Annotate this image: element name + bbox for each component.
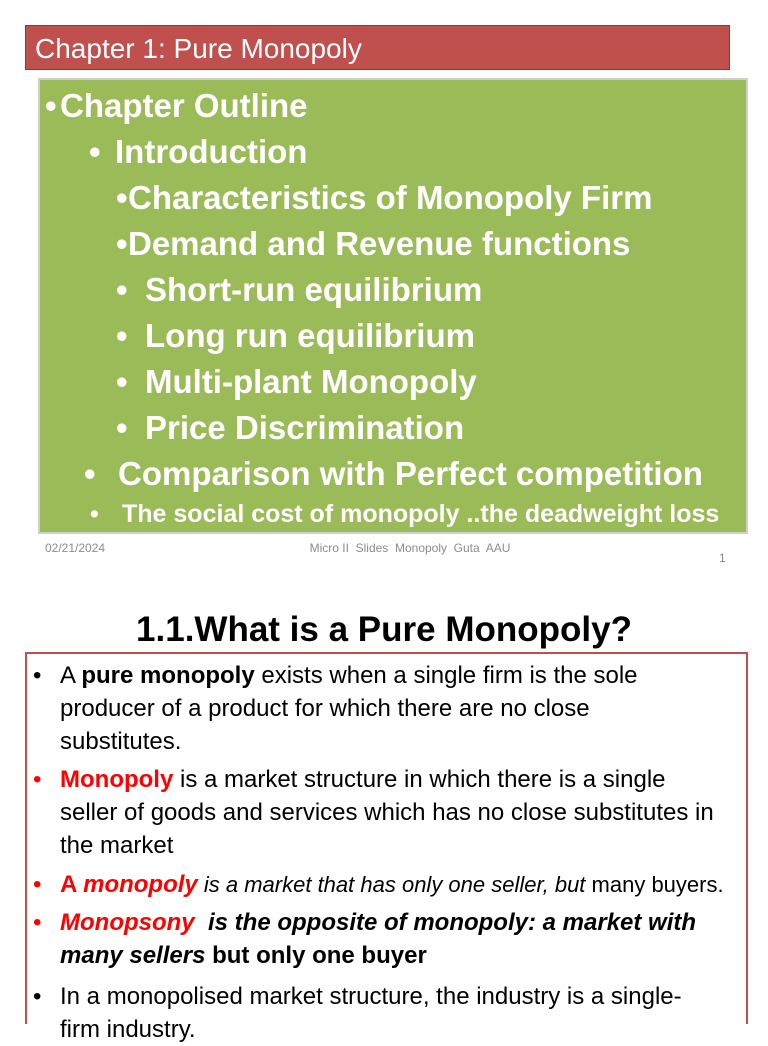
text-line — [60, 1013, 746, 1046]
text-line — [60, 980, 746, 1013]
bullet-icon: • — [84, 455, 96, 492]
outline-item-label: The social cost of monopoly ..the deadweight loss — [122, 500, 720, 528]
text-run: A — [60, 662, 82, 689]
bullet-icon: • — [116, 317, 128, 354]
bullet-icon: • — [90, 500, 99, 528]
outline-item-label: Short-run equilibrium — [145, 271, 483, 308]
text-line — [60, 763, 746, 796]
bullet-icon: • — [116, 225, 128, 262]
slide-title: 1.1.What is a Pure Monopoly? — [136, 610, 632, 649]
chapter-title: Chapter 1: Pure Monopoly — [35, 33, 362, 64]
term-pure-monopoly: pure monopoly — [81, 662, 255, 689]
text-run: but only one buyer — [205, 942, 427, 969]
outline-item-comparison — [40, 451, 746, 497]
outline-item-characteristics — [40, 175, 746, 221]
outline-item-introduction — [40, 129, 746, 175]
term-monopoly: Monopoly — [60, 766, 174, 793]
chapter-outline-box — [38, 78, 748, 534]
outline-item-label: Long run equilibrium — [145, 317, 475, 354]
outline-item-long-run — [40, 313, 746, 359]
text-run: is the opposite of monopoly: a market with — [194, 909, 697, 936]
bullet-icon: • — [45, 87, 57, 124]
text-run: is a market structure in which there is a single — [173, 766, 666, 793]
outline-item-social-cost — [40, 497, 746, 532]
outline-item-label: Comparison with Perfect competition — [118, 455, 703, 492]
outline-item-price-discrimination — [40, 405, 746, 451]
outline-item-label: Multi-plant Monopoly — [145, 363, 477, 400]
text-line — [60, 829, 746, 862]
text-line — [60, 939, 746, 972]
chapter-title-bar — [25, 25, 730, 70]
outline-item-label: Chapter Outline — [60, 87, 308, 124]
bullet-icon: • — [116, 409, 128, 446]
outline-item-label: Price Discrimination — [145, 409, 465, 446]
text-run: In a monopolised market structure, the industry is a single- — [60, 983, 682, 1010]
outline-item-multi-plant — [40, 359, 746, 405]
definition-box — [25, 652, 748, 1043]
list-item-pure-monopoly — [27, 659, 746, 758]
bullet-icon: • — [33, 766, 42, 793]
outline-item-chapter-outline — [40, 83, 746, 129]
list-item-monopsony — [27, 906, 746, 972]
text-line — [60, 868, 746, 901]
text-line — [60, 659, 746, 692]
text-line — [60, 796, 746, 829]
list-item-monopoly-definition — [27, 763, 746, 862]
term-monopsony: Monopsony — [60, 909, 195, 936]
bullet-icon: • — [116, 271, 128, 308]
text-run: the market — [60, 832, 174, 859]
outline-item-label: Introduction — [115, 133, 308, 170]
outline-item-demand-revenue — [40, 221, 746, 267]
bullet-icon: • — [33, 871, 42, 898]
text-run: A — [60, 871, 84, 898]
footer-date: 02/21/2024 — [45, 541, 106, 555]
bullet-icon: • — [89, 133, 101, 170]
term-monopoly-italic: monopoly — [83, 871, 198, 898]
text-line — [60, 906, 746, 939]
text-line — [60, 692, 746, 725]
bullet-icon: • — [116, 363, 128, 400]
bullet-icon: • — [33, 662, 42, 689]
bullet-icon: • — [33, 909, 42, 936]
outline-item-short-run — [40, 267, 746, 313]
text-run: seller of goods and services which has no close substitutes in — [60, 799, 714, 826]
text-run: is a market that has only one seller, but — [197, 872, 586, 897]
bullet-icon: • — [33, 983, 42, 1010]
definition-list — [27, 654, 746, 1046]
page-number: 1 — [719, 551, 726, 565]
text-run: substitutes. — [60, 728, 182, 755]
text-run: exists when a single firm is the sole — [254, 662, 638, 689]
text-line — [60, 725, 746, 758]
outline-item-label: Demand and Revenue functions — [128, 225, 631, 262]
list-item-one-seller — [27, 868, 746, 901]
text-run: producer of a product for which there are no close — [60, 695, 590, 722]
text-run: firm industry. — [60, 1016, 196, 1043]
footer-caption: Micro II Slides Monopoly Guta AAU — [309, 541, 511, 555]
text-run: many sellers — [60, 942, 206, 969]
text-run: many buyers. — [585, 872, 724, 897]
outline-item-label: Characteristics of Monopoly Firm — [128, 179, 653, 216]
list-item-single-firm-industry — [27, 980, 746, 1046]
bullet-icon: • — [116, 179, 128, 216]
